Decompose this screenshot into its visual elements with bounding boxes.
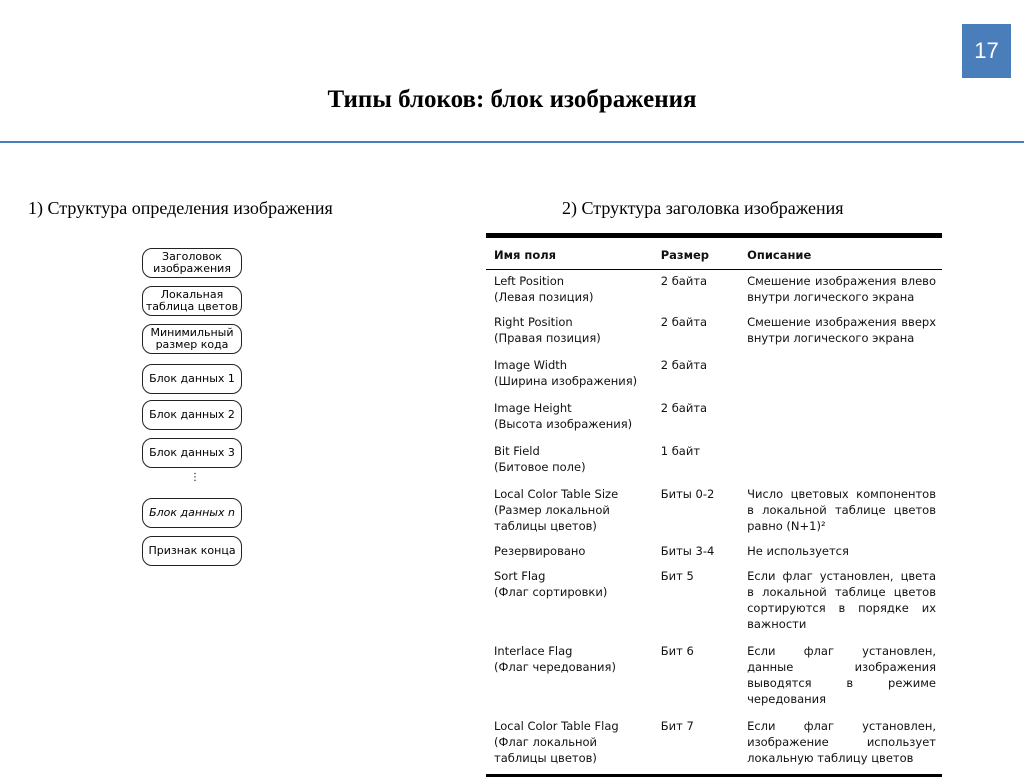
cell-size: Бит 7 <box>653 715 739 776</box>
block-data-3: Блок данных 3 <box>142 438 242 468</box>
cell-field-name: Interlace Flag (Флаг чередования) <box>494 644 616 674</box>
cell-description: Если флаг установлен, цвета в локальной таблице цветов сортируются в порядке их важности <box>747 569 936 631</box>
cell-field-name: Image Height (Высота изображения) <box>494 401 633 431</box>
cell-description <box>739 397 942 440</box>
cell-description <box>739 354 942 397</box>
block-data-2: Блок данных 2 <box>142 400 242 430</box>
title-divider <box>0 141 1024 143</box>
cell-size: Биты 0-2 <box>660 487 715 501</box>
cell-field-name: Image Width (Ширина изображения) <box>494 358 638 388</box>
cell-description <box>739 440 942 483</box>
section2-heading: 2) Структура заголовка изображения <box>562 198 844 218</box>
cell-description: Смешение изображения вверх внутри логического экрана <box>747 315 936 345</box>
cell-description: Число цветовых компонентов в локальной таблице цветов равно (N+1)² <box>747 487 936 533</box>
image-header-table <box>486 233 942 777</box>
block-min-code-size: Минимильный размер кода <box>142 324 242 354</box>
table-row <box>486 640 942 715</box>
cell-size: 2 байта <box>660 401 708 415</box>
column-header-field: Имя поля <box>486 236 653 270</box>
table-row <box>486 483 942 540</box>
cell-size: 2 байта <box>660 274 708 288</box>
column-header-description: Описание <box>739 236 942 270</box>
table-header-row <box>486 236 942 270</box>
page-number-badge: 17 <box>962 24 1011 78</box>
table-row <box>486 397 942 440</box>
cell-description: Если флаг установлен, изображение использует локальную таблицу цветов <box>739 715 942 776</box>
table-row <box>486 715 942 776</box>
cell-field-name: Sort Flag (Флаг сортировки) <box>494 569 608 599</box>
cell-description: Если флаг установлен, данные изображения выводятся в режиме чередования <box>747 644 936 706</box>
cell-size: Бит 6 <box>660 644 694 658</box>
cell-size: 2 байта <box>660 358 708 372</box>
cell-field-name: Left Position (Левая позиция) <box>494 274 594 304</box>
ellipsis-dots: ⋮ <box>190 472 200 483</box>
block-end-marker: Признак конца <box>142 536 242 566</box>
cell-field-name: Bit Field (Битовое поле) <box>494 444 586 474</box>
table-row <box>486 565 942 640</box>
cell-description: Не используется <box>747 544 849 558</box>
table-row <box>486 311 942 354</box>
cell-field-name: Local Color Table Flag (Флаг локальной таблицы цветов) <box>486 715 653 776</box>
block-local-color-table: Локальная таблица цветов <box>142 286 242 316</box>
table-row <box>486 440 942 483</box>
cell-field-name: Резервировано <box>494 544 586 558</box>
cell-size: 1 байт <box>660 444 701 458</box>
slide-title: Типы блоков: блок изображения <box>327 86 697 113</box>
cell-size: Биты 3-4 <box>660 544 715 558</box>
column-header-size: Размер <box>653 236 739 270</box>
cell-size: Бит 5 <box>660 569 694 583</box>
block-data-n: Блок данных n <box>142 498 242 528</box>
cell-description: Смешение изображения влево внутри логического экрана <box>747 274 936 304</box>
table-row <box>486 540 942 565</box>
section1-heading: 1) Структура определения изображения <box>28 198 333 218</box>
table-row <box>486 354 942 397</box>
block-image-header: Заголовок изображения <box>142 248 242 278</box>
table-row <box>486 270 942 312</box>
cell-size: 2 байта <box>660 315 708 329</box>
cell-field-name: Right Position (Правая позиция) <box>494 315 601 345</box>
block-data-1: Блок данных 1 <box>142 364 242 394</box>
cell-field-name: Local Color Table Size (Размер локальной таблицы цветов) <box>494 487 619 533</box>
